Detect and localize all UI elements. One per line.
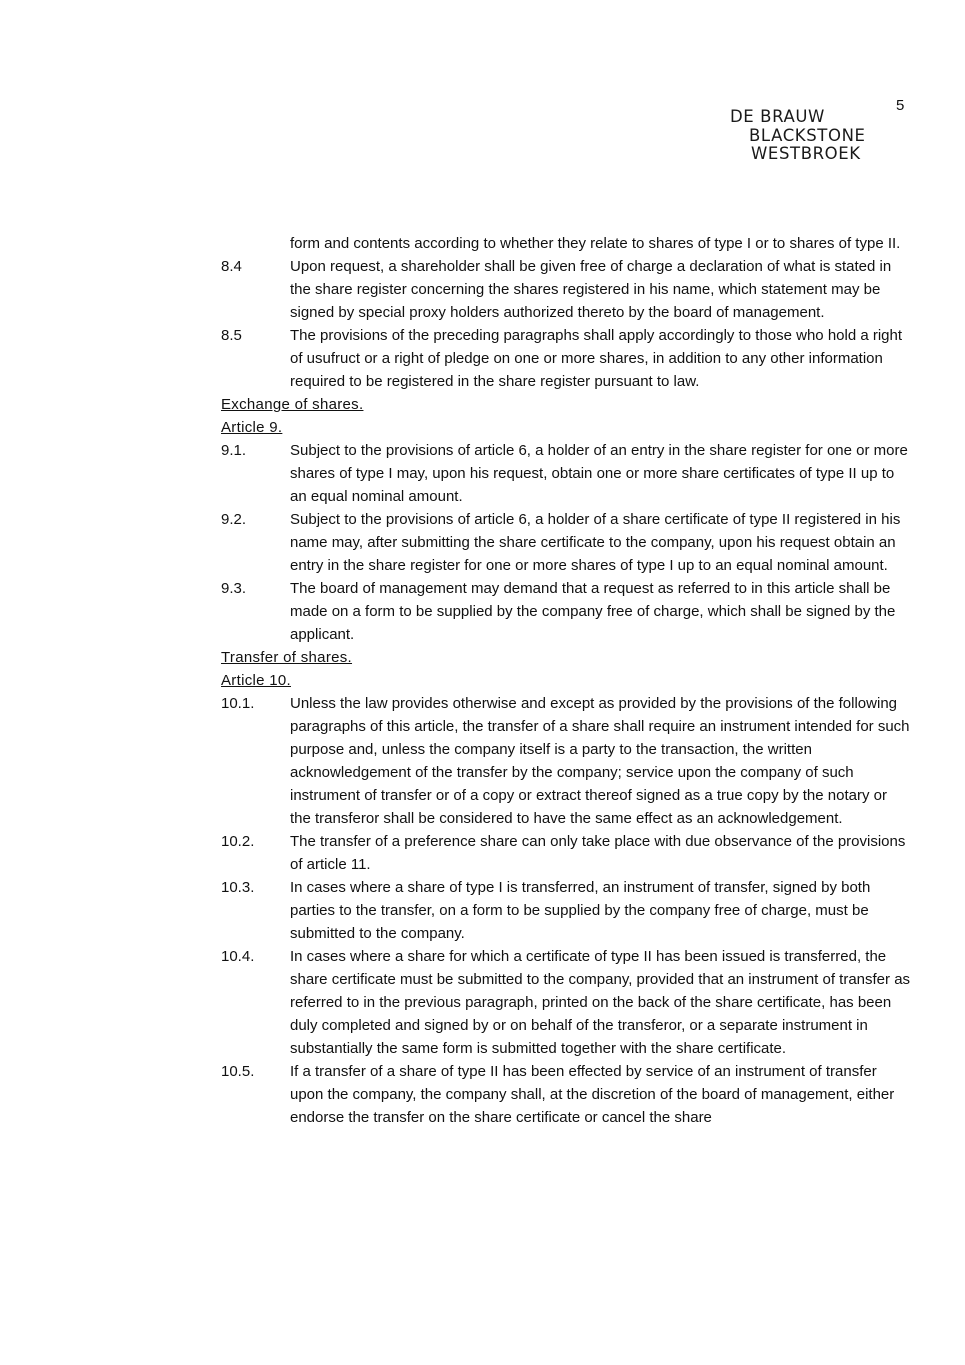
article-heading-9: Article 9. [221,419,283,436]
paragraph-number: 10.1. [221,695,255,712]
paragraph-10-5 [221,1060,911,1129]
paragraph-8-3-continued [221,232,911,255]
document-body [221,232,911,1129]
paragraph-text: Unless the law provides otherwise and except as provided by the provisions of the following paragraphs of this article, the transfer of a share shall require an instrument intended for such purpose and, unless the company itself is a party to the transaction, the written acknowledgement of the transfer by the company; service upon the company of such instrument of transfer or of a copy or extract thereof signed as a true copy by the notary or the transferor shall be considered to have the same effect as an acknowledgement. [290,695,910,827]
paragraph-9-1 [221,439,911,508]
paragraph-text: In cases where a share of type I is transferred, an instrument of transfer, signed by both parties to the transfer, on a form to be supplied by the company free of charge, must be submitted to the company. [290,879,871,942]
paragraph-text: The provisions of the preceding paragraphs shall apply accordingly to those who hold a right of usufruct or a right of pledge on one or more shares, in addition to any other information required to be registered in the share register pursuant to law. [290,327,903,390]
paragraph-number: 8.4 [221,258,242,275]
section-heading-exchange: Exchange of shares. [221,396,364,413]
logo-line-2: BLACKSTONE [749,125,866,145]
paragraph-9-3 [221,577,911,646]
paragraph-number: 9.1. [221,442,247,459]
page-number: 5 [896,97,905,114]
paragraph-number: 8.5 [221,327,242,344]
paragraph-number: 9.3. [221,580,247,597]
paragraph-9-2 [221,508,911,577]
paragraph-text: If a transfer of a share of type II has been effected by service of an instrument of transfer upon the company, the company shall, at the discretion of the board of management, either endorse the transfer on the share certificate or cancel the share [290,1063,895,1126]
section-heading-transfer: Transfer of shares. [221,649,353,666]
logo-line-3: WESTBROEK [751,144,861,163]
paragraph-text: Subject to the provisions of article 6, a holder of an entry in the share register for one or more shares of type I may, upon his request, obtain one or more share certificates of type II up to an equal nominal amount. [290,442,908,505]
paragraph-text: form and contents according to whether they relate to shares of type I or to shares of type II. [290,235,901,252]
paragraph-number: 10.3. [221,879,255,896]
logo-line-1: DE BRAUW [730,107,825,126]
paragraph-10-4 [221,945,911,1060]
paragraph-text: In cases where a share for which a certificate of type II has been issued is transferred, the share certificate must be submitted to the company, provided that an instrument of transfer as referred to in the previous paragraph, printed on the back of the share certificate, has been duly completed and signed by or on behalf of the transferor, or a separate instrument in substantially the same form is submitted together with the share certificate. [290,948,911,1057]
paragraph-number: 9.2. [221,511,247,528]
paragraph-text: Subject to the provisions of article 6, a holder of a share certificate of type II registered in his name may, after submitting the share certificate to the company, upon his request obtain an entry in the share register for one or more shares of type I up to an equal nominal amount. [290,511,901,574]
paragraph-text: The transfer of a preference share can only take place with due observance of the provisions of article 11. [290,833,906,873]
firm-logo [729,108,899,164]
paragraph-8-4 [221,255,911,324]
paragraph-number: 10.4. [221,948,255,965]
paragraph-number: 10.5. [221,1063,255,1080]
paragraph-10-1 [221,692,911,830]
paragraph-8-5 [221,324,911,393]
paragraph-text: Upon request, a shareholder shall be given free of charge a declaration of what is stated in the share register concerning the shares registered in his name, which statement may be signed by special proxy holders authorized thereto by the board of management. [290,258,892,321]
article-heading-10: Article 10. [221,672,291,689]
paragraph-10-3 [221,876,911,945]
paragraph-10-2 [221,830,911,876]
paragraph-text: The board of management may demand that a request as referred to in this article shall be made on a form to be supplied by the company free of charge, which shall be signed by the applicant. [290,580,896,643]
paragraph-number: 10.2. [221,833,255,850]
